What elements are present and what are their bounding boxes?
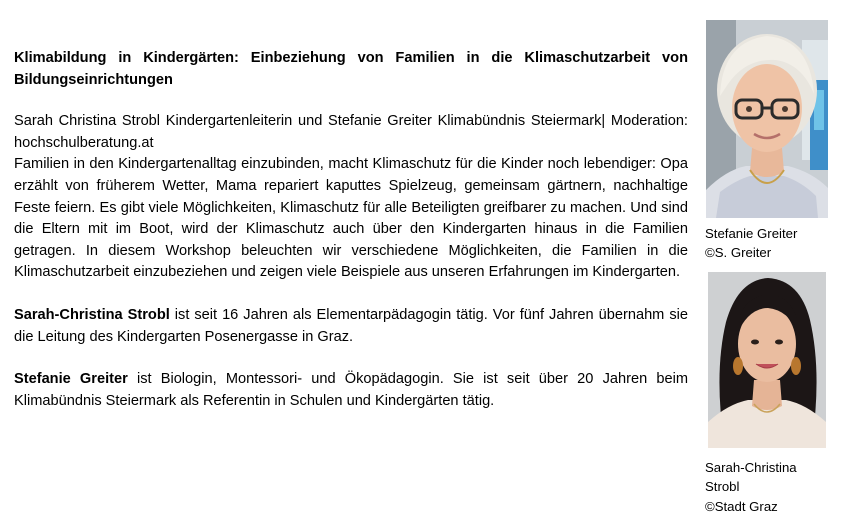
bio-greiter-text: ist Biologin, Montessori- und Ökopädagogin. Sie ist seit über 20 Jahren beim Klimabündnis Steiermark als Referentin in Schulen und Kindergärten tätig. xyxy=(14,371,688,409)
portrait-sarah-christina-strobl xyxy=(708,272,826,448)
bio-strobl xyxy=(14,305,688,348)
caption-sarah-christina-strobl xyxy=(705,458,840,516)
bio-greiter-name: Stefanie Greiter xyxy=(14,371,128,388)
speakers-line: Sarah Christina Strobl Kindergartenleiterin und Stefanie Greiter Klimabündnis Steiermark| Moderation: hochschulberatung.at xyxy=(14,113,688,151)
caption-name: Stefanie Greiter xyxy=(705,226,798,241)
caption-name-line1: Sarah-Christina xyxy=(705,460,797,475)
caption-credit: ©S. Greiter xyxy=(705,245,772,261)
caption-stefanie-greiter xyxy=(705,224,840,263)
bio-greiter xyxy=(14,369,688,412)
caption-name-line2: Strobl xyxy=(705,479,740,495)
portrait-stefanie-greiter xyxy=(706,20,828,218)
bio-strobl-text: ist seit 16 Jahren als Elementarpädagogin tätig. Vor fünf Jahren übernahm sie die Leitung des Kindergarten Posenergasse in Graz. xyxy=(14,306,688,345)
caption-credit: ©Stadt Graz xyxy=(705,498,778,514)
article-title: Klimabildung in Kindergärten: Einbeziehung von Familien in die Klimaschutzarbeit von Bildungseinrichtungen xyxy=(14,50,688,88)
article xyxy=(14,48,688,412)
workshop-description: Familien in den Kindergartenalltag einzubinden, macht Klimaschutz für die Kinder noch lebendiger: Opa erzählt von früherem Wetter, Mama repariert kaputtes Spielzeug, gemeinsam gärtnern, nachhaltige Feste feiern. Es gibt viele Möglichkeiten, Klimaschutz für alle Beteiligten greifbarer zu machen. Und sind die Eltern mit im Boot, wird der Klimaschutz auch über den Kindergarten hinaus in die Familien getragen. In diesem Workshop beleuchten wir verschiedene Möglichkeiten, die Familien in die Klimaschutzarbeit einzubeziehen und zeigen viele Beispiele aus unseren Erfahrungen im Kindergarten. xyxy=(14,156,688,281)
bio-strobl-name: Sarah-Christina Strobl xyxy=(14,306,170,323)
